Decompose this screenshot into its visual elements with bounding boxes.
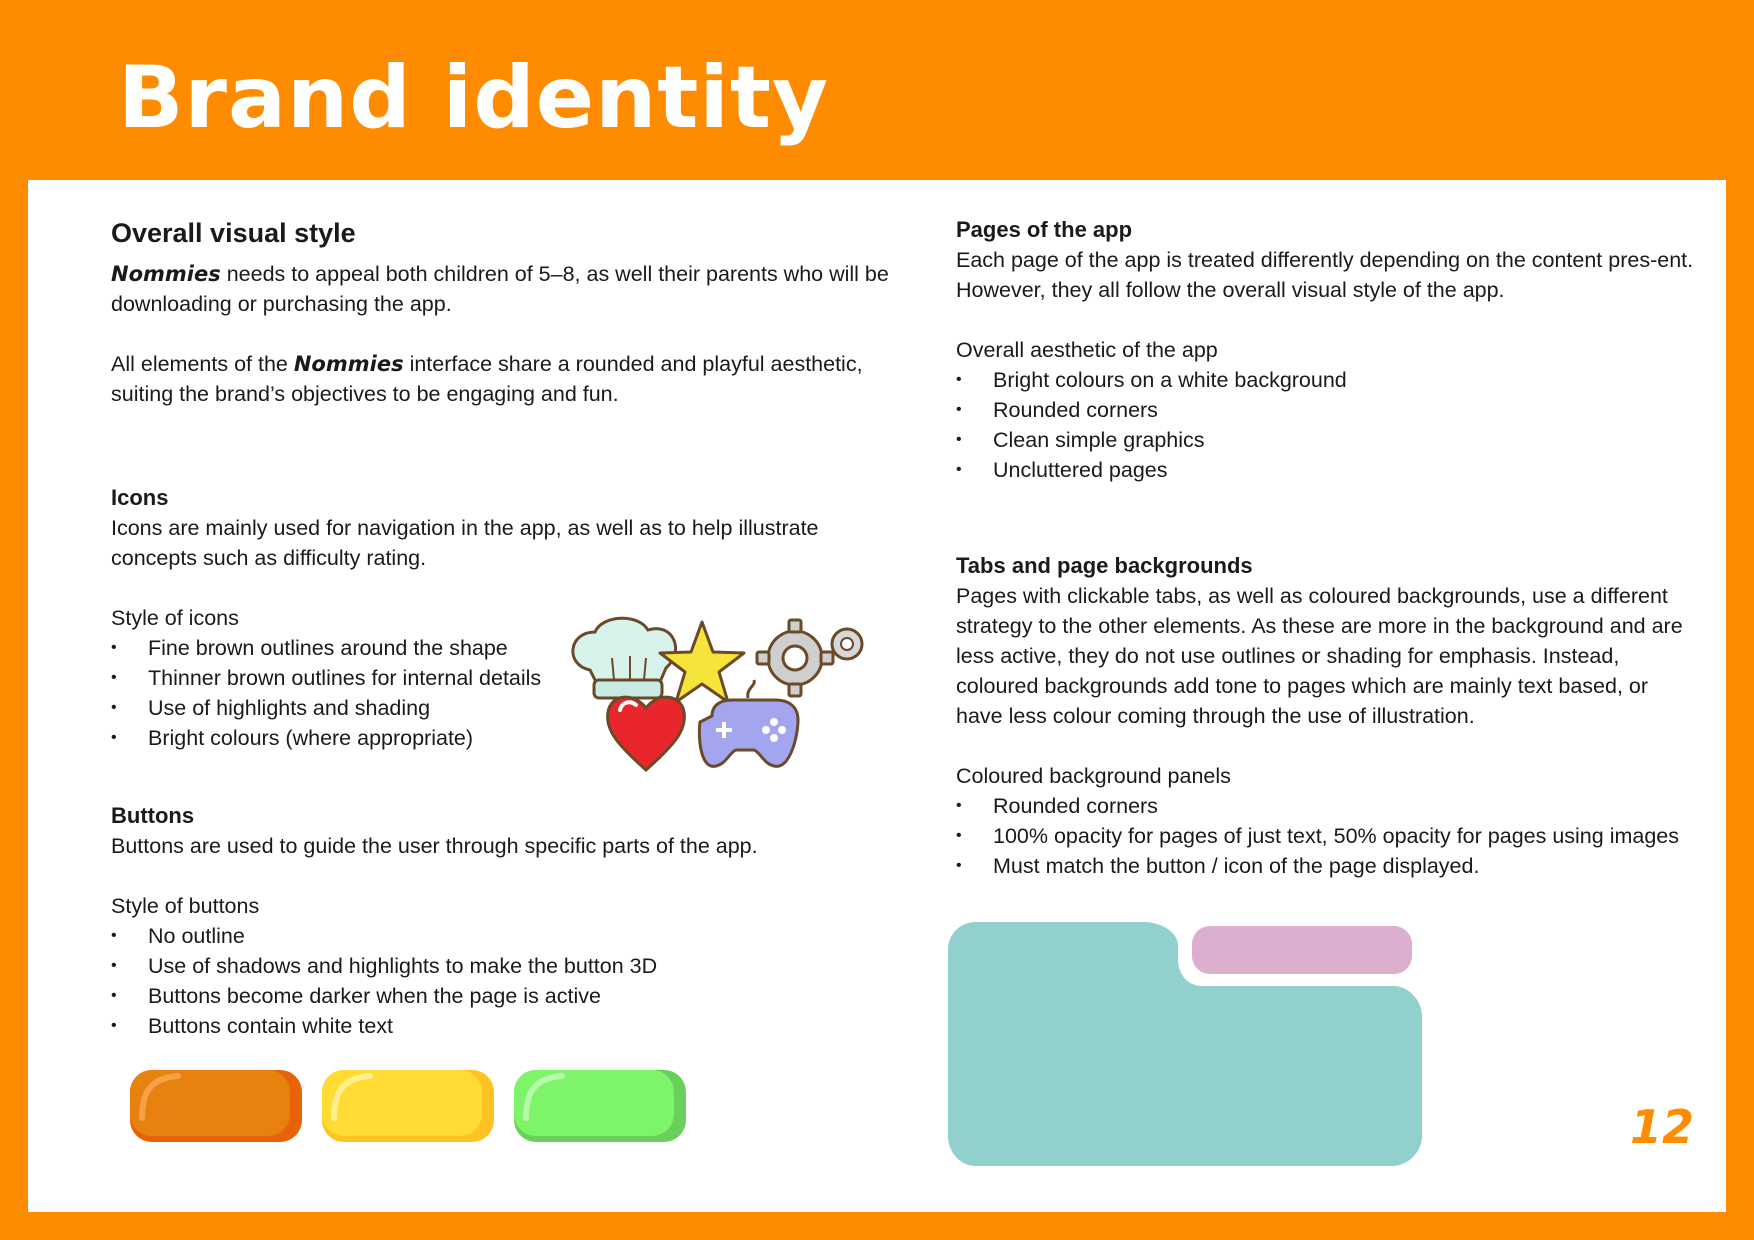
- list-item: • Use of highlights and shading: [111, 693, 891, 723]
- pages-intro: Each page of the app is treated differently depending on the content pres-ent. However, they all follow the overall visual style of the app.: [956, 248, 1694, 302]
- tabs-section: [956, 551, 1696, 881]
- buttons-style-list: [111, 921, 891, 1041]
- overall-text-1: needs to appeal both children of 5–8, as well their parents who will be downloading or purchasing the app.: [111, 262, 889, 316]
- list-item: • Bright colours (where appropriate): [111, 723, 891, 753]
- brand-name: Nommies: [293, 352, 404, 376]
- list-item: • 100% opacity for pages of just text, 50% opacity for pages using images: [956, 821, 1696, 851]
- list-item: • Clean simple graphics: [956, 425, 1696, 455]
- tabs-heading: Tabs and page backgrounds: [956, 553, 1253, 578]
- yellow-sample-button[interactable]: [322, 1070, 494, 1142]
- overall-heading: Overall visual style: [111, 218, 356, 248]
- tab-panel-illustration: [946, 920, 1426, 1170]
- gears-icon: [757, 620, 862, 696]
- buttons-heading: Buttons: [111, 803, 195, 828]
- star-icon: [660, 622, 744, 702]
- left-column: [111, 215, 891, 409]
- list-item: • Fine brown outlines around the shape: [111, 633, 891, 663]
- icons-intro: Icons are mainly used for navigation in the app, as well as to help illustrate concepts such as difficulty rating.: [111, 516, 819, 570]
- list-item: • No outline: [111, 921, 891, 951]
- overall-paragraph-1: [111, 259, 891, 319]
- heart-icon: [608, 697, 685, 770]
- list-item: • Rounded corners: [956, 395, 1696, 425]
- icons-style-label: Style of icons: [111, 606, 239, 630]
- brand-name: Nommies: [111, 262, 221, 286]
- sample-buttons: [128, 1068, 690, 1146]
- list-item: • Buttons contain white text: [111, 1011, 891, 1041]
- aesthetic-label: Overall aesthetic of the app: [956, 338, 1218, 362]
- buttons-section: [111, 801, 891, 1041]
- panels-list: [956, 791, 1696, 881]
- list-item: • Uncluttered pages: [956, 455, 1696, 485]
- pages-section: [956, 215, 1696, 485]
- buttons-intro: Buttons are used to guide the user through specific parts of the app.: [111, 834, 758, 858]
- tabs-intro: Pages with clickable tabs, as well as coloured backgrounds, use a different strategy to the other elements. As these are more in the background and are less active, they do not use outlines or shading for emphasis. Instead, coloured backgrounds add tone to pages which are mainly text based, or have less colour coming through the use of illustration.: [956, 584, 1683, 728]
- inactive-tab[interactable]: [1192, 926, 1412, 974]
- list-item: • Buttons become darker when the page is active: [111, 981, 891, 1011]
- page-number: 12: [1630, 1100, 1695, 1154]
- list-item: • Rounded corners: [956, 791, 1696, 821]
- page-title: Brand identity: [118, 48, 830, 148]
- panels-label: Coloured background panels: [956, 764, 1231, 788]
- list-item: • Use of shadows and highlights to make the button 3D: [111, 951, 891, 981]
- icons-heading: Icons: [111, 485, 169, 510]
- list-item: • Must match the button / icon of the page displayed.: [956, 851, 1696, 881]
- chef-hat-icon: [573, 618, 676, 698]
- list-item: • Bright colours on a white background: [956, 365, 1696, 395]
- aesthetic-list: [956, 365, 1696, 485]
- pages-heading: Pages of the app: [956, 217, 1133, 242]
- icon-illustrations: [560, 610, 870, 780]
- buttons-style-label: Style of buttons: [111, 894, 260, 918]
- overall-text-2a: All elements of the: [111, 352, 288, 376]
- overall-text-2b: interface share a rounded and playful aesthetic, suiting the brand’s objectives to be engaging and fun.: [111, 352, 863, 406]
- green-sample-button[interactable]: [514, 1070, 686, 1142]
- list-item: • Thinner brown outlines for internal details: [111, 663, 891, 693]
- overall-paragraph-2: [111, 349, 891, 409]
- orange-sample-button[interactable]: [130, 1070, 302, 1142]
